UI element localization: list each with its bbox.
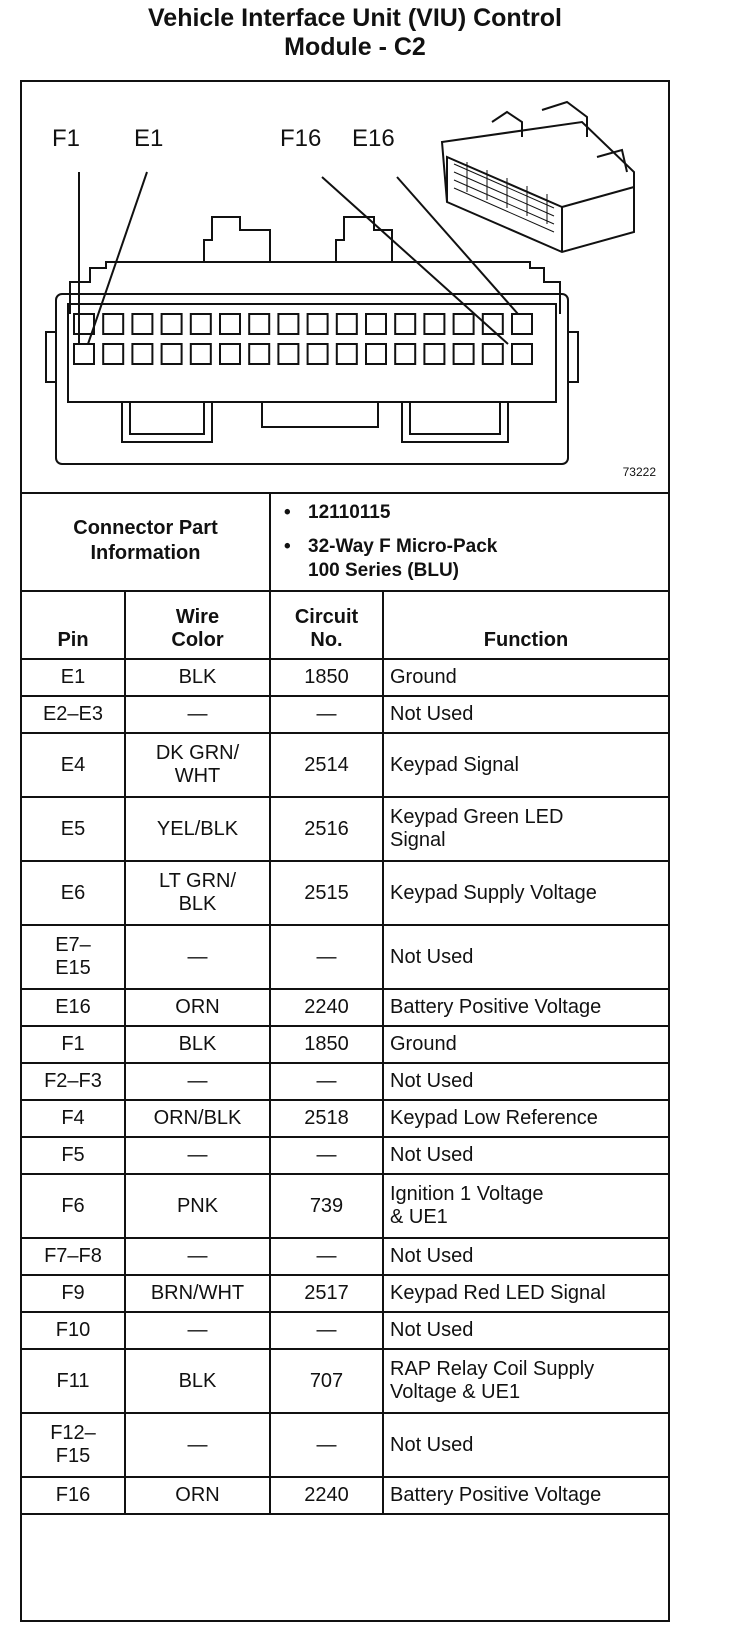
pin-cell: F4 — [22, 1100, 125, 1137]
connector-description-line-1: 32-Way F Micro-Pack — [308, 536, 498, 557]
function-cell: Ground — [383, 659, 668, 696]
pin-cell: E1 — [22, 659, 125, 696]
pinout-row — [22, 861, 668, 925]
wire-color-cell: — — [125, 1063, 270, 1100]
function-cell: RAP Relay Coil Supply Voltage & UE1 — [383, 1349, 668, 1413]
pin-cavity — [162, 314, 182, 334]
pin-cell: F7–F8 — [22, 1238, 125, 1275]
wire-color-cell: YEL/BLK — [125, 797, 270, 861]
wire-color-cell: DK GRN/ WHT — [125, 733, 270, 797]
pin-cavity — [249, 344, 269, 364]
pin-cavity — [483, 344, 503, 364]
pin-cell: F6 — [22, 1174, 125, 1238]
pin-cell: E5 — [22, 797, 125, 861]
title-line-1: Vehicle Interface Unit (VIU) Control — [148, 4, 562, 32]
connector-info-label — [22, 492, 271, 590]
pinout-row — [22, 925, 668, 989]
connector-diagram — [22, 82, 668, 494]
pin-cavity — [249, 314, 269, 334]
pin-cavity — [103, 314, 123, 334]
pin-cavity — [74, 344, 94, 364]
circuit-number-cell: 1850 — [270, 1026, 383, 1063]
header-circuit-no: Circuit No. — [270, 591, 383, 659]
header-pin: Pin — [22, 591, 125, 659]
bullet: • — [284, 502, 291, 523]
pin-cavity — [162, 344, 182, 364]
function-cell: Ground — [383, 1026, 668, 1063]
pin-cavity — [103, 344, 123, 364]
function-cell: Battery Positive Voltage — [383, 989, 668, 1026]
pin-cell: E2–E3 — [22, 696, 125, 733]
wire-color-cell: — — [125, 696, 270, 733]
wire-color-cell: BLK — [125, 1349, 270, 1413]
function-cell: Keypad Green LED Signal — [383, 797, 668, 861]
circuit-number-cell: 1850 — [270, 659, 383, 696]
pin-cell: F5 — [22, 1137, 125, 1174]
function-cell: Not Used — [383, 1413, 668, 1477]
pin-cavity — [366, 314, 386, 334]
pinout-row — [22, 1349, 668, 1413]
pinout-row — [22, 797, 668, 861]
pinout-table — [22, 590, 668, 1515]
pin-cell: F10 — [22, 1312, 125, 1349]
wire-color-cell: LT GRN/ BLK — [125, 861, 270, 925]
wire-color-cell: — — [125, 1413, 270, 1477]
circuit-number-cell: — — [270, 696, 383, 733]
circuit-number-cell: 2517 — [270, 1275, 383, 1312]
circuit-number-cell: 739 — [270, 1174, 383, 1238]
pin-label-e1: E1 — [134, 125, 164, 152]
connector-part-info — [22, 492, 668, 592]
pinout-row — [22, 1063, 668, 1100]
header-function: Function — [383, 591, 668, 659]
pinout-header-row — [22, 591, 668, 659]
connector-info-label-line-2: Information — [90, 542, 201, 564]
pin-cell: E4 — [22, 733, 125, 797]
pin-cavity — [395, 314, 415, 334]
wire-color-cell: ORN — [125, 989, 270, 1026]
circuit-number-cell: — — [270, 1063, 383, 1100]
pin-cavity — [132, 344, 152, 364]
pin-cell: E6 — [22, 861, 125, 925]
circuit-number-cell: — — [270, 1238, 383, 1275]
pinout-row — [22, 1026, 668, 1063]
wire-color-cell: — — [125, 1137, 270, 1174]
header-wire-color: Wire Color — [125, 591, 270, 659]
figure-number: 73222 — [622, 465, 656, 479]
circuit-number-cell: 707 — [270, 1349, 383, 1413]
pin-cavity — [191, 344, 211, 364]
pin-cavity — [454, 344, 474, 364]
wire-color-cell: ORN/BLK — [125, 1100, 270, 1137]
circuit-number-cell: 2240 — [270, 989, 383, 1026]
wire-color-cell: BLK — [125, 659, 270, 696]
function-cell: Ignition 1 Voltage & UE1 — [383, 1174, 668, 1238]
pin-cavity — [74, 314, 94, 334]
wire-color-cell: — — [125, 1238, 270, 1275]
function-cell: Not Used — [383, 1063, 668, 1100]
pin-cell: F1 — [22, 1026, 125, 1063]
function-cell: Keypad Supply Voltage — [383, 861, 668, 925]
wire-color-cell: ORN — [125, 1477, 270, 1514]
pin-cavity — [512, 314, 532, 334]
pin-cavity — [308, 344, 328, 364]
circuit-number-cell: 2240 — [270, 1477, 383, 1514]
connector-info-label-line-1: Connector Part — [73, 517, 218, 539]
pinout-row — [22, 696, 668, 733]
function-cell: Battery Positive Voltage — [383, 1477, 668, 1514]
pin-label-f16: F16 — [280, 125, 322, 152]
function-cell: Not Used — [383, 1238, 668, 1275]
pin-cavity — [454, 314, 474, 334]
function-cell: Not Used — [383, 925, 668, 989]
circuit-number-cell: — — [270, 925, 383, 989]
connector-info-details — [284, 501, 497, 583]
connector-drawing — [22, 82, 668, 492]
pin-cavity — [424, 314, 444, 334]
pin-cavity — [308, 314, 328, 334]
pin-cell: E7– E15 — [22, 925, 125, 989]
bullet: • — [284, 536, 291, 557]
pin-cavity — [337, 314, 357, 334]
circuit-number-cell: 2518 — [270, 1100, 383, 1137]
pinout-row — [22, 1477, 668, 1514]
pinout-row — [22, 989, 668, 1026]
pin-cell: F12– F15 — [22, 1413, 125, 1477]
pin-cavity — [337, 344, 357, 364]
pin-cavity — [395, 344, 415, 364]
circuit-number-cell: — — [270, 1413, 383, 1477]
wire-color-cell: — — [125, 925, 270, 989]
part-number: 12110115 — [308, 502, 391, 523]
pin-cavity — [366, 344, 386, 364]
pin-cell: F11 — [22, 1349, 125, 1413]
function-cell: Not Used — [383, 1137, 668, 1174]
pinout-row — [22, 659, 668, 696]
pin-cell: F16 — [22, 1477, 125, 1514]
title-line-2: Module - C2 — [284, 33, 426, 61]
wire-color-cell: BRN/WHT — [125, 1275, 270, 1312]
pin-cavity — [512, 344, 532, 364]
pinout-row — [22, 733, 668, 797]
pin-cavity — [220, 314, 240, 334]
pin-cell: F2–F3 — [22, 1063, 125, 1100]
pinout-row — [22, 1312, 668, 1349]
pinout-row — [22, 1238, 668, 1275]
function-cell: Keypad Red LED Signal — [383, 1275, 668, 1312]
function-cell: Keypad Low Reference — [383, 1100, 668, 1137]
pinout-row — [22, 1100, 668, 1137]
pin-cavity — [191, 314, 211, 334]
pin-label-e16: E16 — [352, 125, 395, 152]
circuit-number-cell: 2514 — [270, 733, 383, 797]
pin-cavity — [424, 344, 444, 364]
wire-color-cell: PNK — [125, 1174, 270, 1238]
circuit-number-cell: — — [270, 1312, 383, 1349]
pinout-row — [22, 1275, 668, 1312]
pin-cavity — [220, 344, 240, 364]
function-cell: Not Used — [383, 1312, 668, 1349]
circuit-number-cell: — — [270, 1137, 383, 1174]
wire-color-cell: BLK — [125, 1026, 270, 1063]
pin-cavity — [278, 314, 298, 334]
pin-label-f1: F1 — [52, 125, 81, 152]
circuit-number-cell: 2515 — [270, 861, 383, 925]
pinout-row — [22, 1413, 668, 1477]
wire-color-cell: — — [125, 1312, 270, 1349]
function-cell: Not Used — [383, 696, 668, 733]
connector-sheet — [20, 80, 670, 1622]
document-title — [0, 4, 710, 62]
pin-cell: E16 — [22, 989, 125, 1026]
pin-cell: F9 — [22, 1275, 125, 1312]
pin-cavity — [278, 344, 298, 364]
function-cell: Keypad Signal — [383, 733, 668, 797]
connector-description-line-2: 100 Series (BLU) — [308, 560, 460, 581]
pinout-row — [22, 1137, 668, 1174]
pinout-row — [22, 1174, 668, 1238]
pin-cavity — [132, 314, 152, 334]
circuit-number-cell: 2516 — [270, 797, 383, 861]
